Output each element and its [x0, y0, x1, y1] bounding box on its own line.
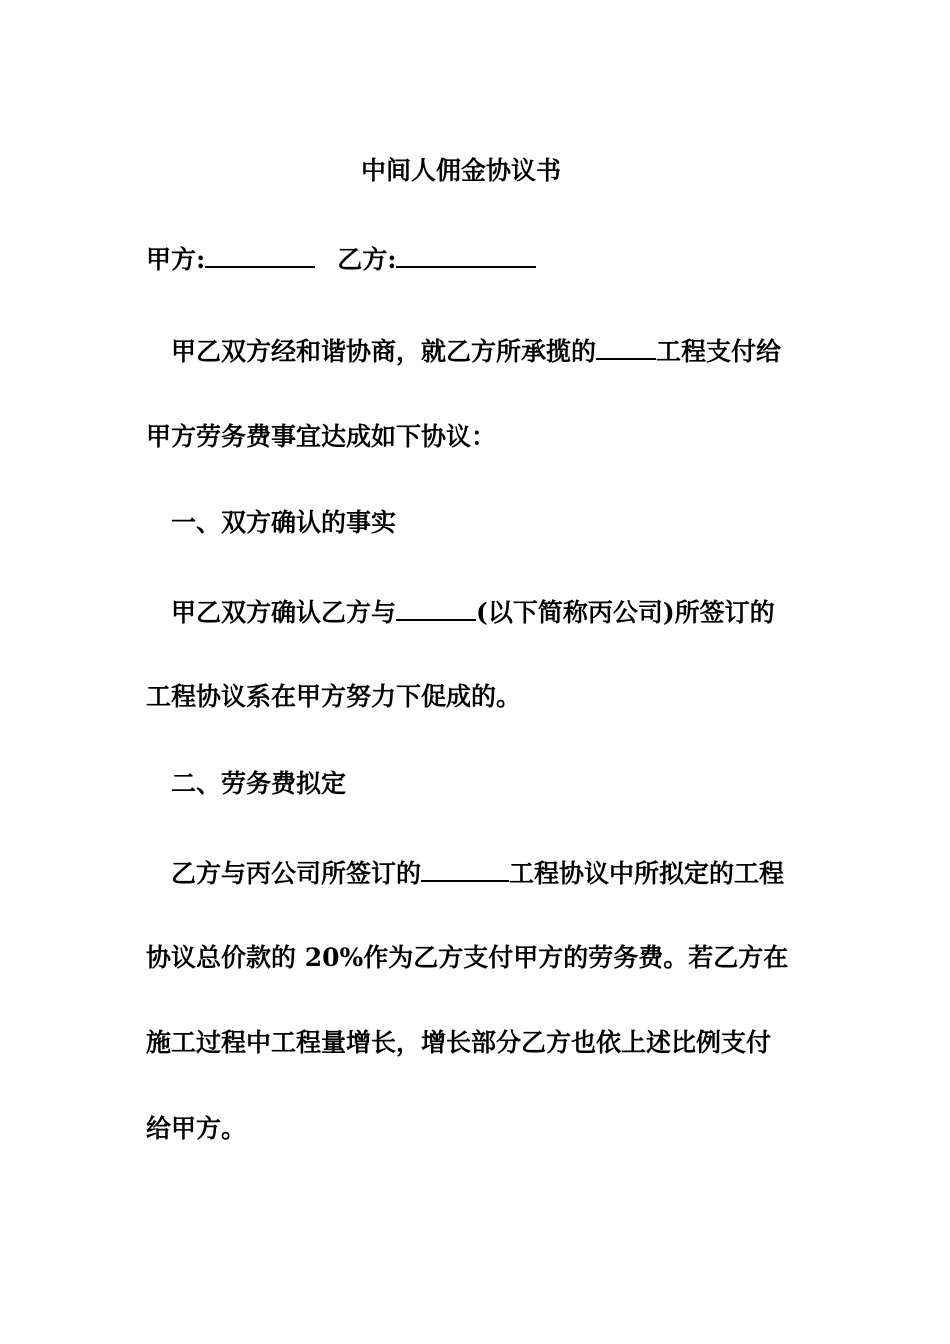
intro-line-1-before: 甲乙双方经和谐协商，就乙方所承揽的: [171, 337, 597, 366]
section-1-line-2: 工程协议系在甲方努力下促成的。: [146, 682, 522, 711]
section-1-heading: 一、双方确认的事实: [171, 508, 397, 537]
section-2-line-1: [171, 856, 784, 890]
project-agreement-blank: [421, 856, 509, 882]
section-2-line-1-before: 乙方与丙公司所签订的: [171, 859, 422, 888]
section-2-line-4: 给甲方。: [146, 1114, 247, 1143]
party-a-label: 甲方:: [146, 245, 206, 274]
document-title: 中间人佣金协议书: [360, 156, 561, 185]
section-2-line-1-after: 工程协议中所拟定的工程: [509, 859, 785, 888]
intro-line-1: [171, 334, 781, 368]
company-c-blank: [396, 595, 476, 621]
project-name-blank: [596, 334, 656, 360]
party-a-blank: [205, 242, 315, 268]
intro-line-2: 甲方劳务费事宜达成如下协议：: [146, 422, 497, 451]
intro-line-1-after: 工程支付给: [656, 337, 782, 366]
section-1-line-1-after: (以下简称丙公司)所签订的: [476, 598, 775, 627]
party-b-blank: [396, 242, 536, 268]
section-2-heading: 二、劳务费拟定: [171, 769, 347, 798]
section-1-line-1: [171, 595, 775, 629]
party-b-label: 乙方:: [337, 245, 397, 274]
section-2-line-3: 施工过程中工程量增长，增长部分乙方也依上述比例支付: [146, 1028, 772, 1057]
parties-line: [146, 242, 536, 276]
section-1-line-1-before: 甲乙双方确认乙方与: [171, 598, 397, 627]
section-2-line-2: 协议总价款的 20%作为乙方支付甲方的劳务费。若乙方在: [146, 943, 789, 972]
